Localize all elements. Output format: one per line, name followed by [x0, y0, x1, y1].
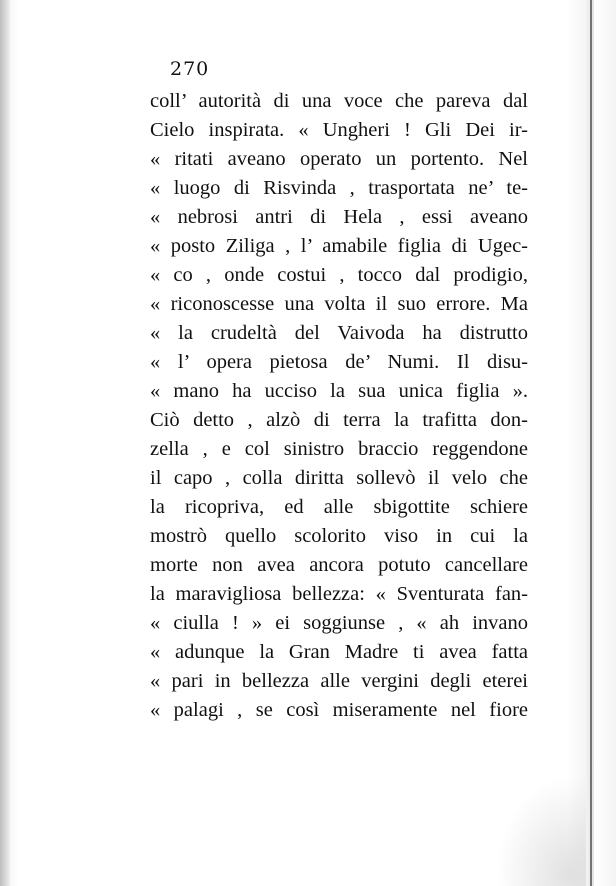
text-line: « luogo di Risvinda , trasportata ne’ te-	[150, 177, 528, 199]
text-line: mostrò quello scolorito viso in cui la	[150, 525, 528, 547]
text-line: « co , onde costui , tocco dal prodigio,	[150, 264, 528, 286]
text-line: « ritati aveano operato un portento. Nel	[150, 148, 528, 170]
text-line: il capo , colla diritta sollevò il velo che	[150, 467, 528, 489]
text-line: « ciulla ! » ei soggiunse , « ah invano	[150, 612, 528, 634]
text-line: la ricopriva, ed alle sbigottite schiere	[150, 496, 528, 518]
text-line: « l’ opera pietosa de’ Numi. Il disu-	[150, 351, 528, 373]
text-line: la maravigliosa bellezza: « Sventurata fan-	[150, 583, 528, 605]
text-line: « adunque la Gran Madre ti avea fatta	[150, 641, 528, 663]
text-line: « nebrosi antri di Hela , essi aveano	[150, 206, 528, 228]
text-line: « pari in bellezza alle vergini degli eterei	[150, 670, 528, 692]
text-line: « palagi , se così miseramente nel fiore	[150, 699, 528, 721]
paper-smudge	[496, 776, 586, 886]
text-line: « la crudeltà del Vaivoda ha distrutto	[150, 322, 528, 344]
text-line: « posto Ziliga , l’ amabile figlia di Ugec-	[150, 235, 528, 257]
next-page-margin	[594, 0, 616, 886]
body-text	[150, 87, 528, 725]
text-line: zella , e col sinistro braccio reggendone	[150, 438, 528, 460]
text-line: « riconoscesse una volta il suo errore. Ma	[150, 293, 528, 315]
page-right-edge-line	[590, 0, 592, 886]
text-line: Cielo inspirata. « Ungheri ! Gli Dei ir-	[150, 119, 528, 141]
text-line: Ciò detto , alzò di terra la trafitta don-	[150, 409, 528, 431]
text-line: « mano ha ucciso la sua unica figlia ».	[150, 380, 528, 402]
page-left-edge	[0, 0, 10, 886]
page-number: 270	[170, 58, 210, 80]
text-line: coll’ autorità di una voce che pareva dal	[150, 90, 528, 112]
text-line: morte non avea ancora potuto cancellare	[150, 554, 528, 576]
